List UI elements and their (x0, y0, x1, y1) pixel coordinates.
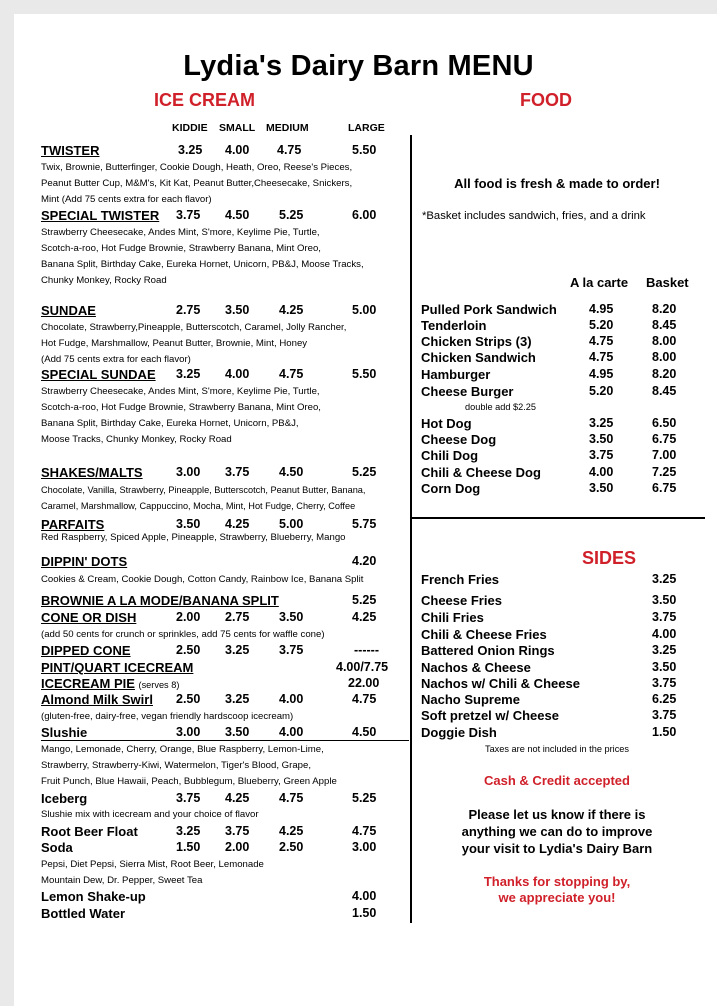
item-name: ICECREAM PIE (41, 676, 135, 691)
side-item: Soft pretzel w/ Cheese (421, 708, 559, 723)
item-desc: (gluten-free, dairy-free, vegan friendly hardscoop icecream) (41, 711, 294, 722)
side-item: Battered Onion Rings (421, 643, 555, 658)
item-desc: Mango, Lemonade, Cherry, Orange, Blue Raspberry, Lemon-Lime, (41, 744, 324, 755)
taxes-note: Taxes are not included in the prices (484, 744, 630, 754)
item-price: 6.00 (352, 208, 377, 222)
side-price: 3.25 (652, 572, 677, 586)
item-price: 4.00 (352, 889, 377, 903)
item-price: 4.00/7.75 (336, 660, 389, 674)
food-price: 3.75 (589, 448, 614, 462)
size-kiddie: KIDDIE (172, 122, 208, 134)
item-desc: Mountain Dew, Dr. Pepper, Sweet Tea (41, 875, 203, 886)
item-name: Iceberg (41, 791, 88, 806)
sides-heading: SIDES (582, 548, 637, 568)
item-price: 4.00 (279, 725, 304, 739)
item-name: PINT/QUART ICECREAM (41, 660, 194, 675)
item-name: SPECIAL TWISTER (41, 208, 160, 223)
item-price: 4.25 (225, 791, 250, 805)
side-price: 6.25 (652, 692, 677, 706)
side-item: Nacho Supreme (421, 692, 520, 707)
side-price: 1.50 (652, 725, 677, 739)
item-name: SUNDAE (41, 303, 96, 318)
payment-note: Cash & Credit accepted (484, 773, 630, 788)
item-price: 4.25 (352, 610, 377, 624)
item-name: Lemon Shake-up (41, 889, 146, 904)
item-price: 5.50 (352, 143, 377, 157)
item-price: 1.50 (352, 906, 377, 920)
item-price: 3.75 (279, 643, 304, 657)
item-price: 4.50 (225, 208, 250, 222)
size-large: LARGE (348, 122, 385, 134)
basket-price: 8.45 (652, 318, 677, 332)
item-price: 4.75 (352, 824, 377, 838)
item-desc: Pepsi, Diet Pepsi, Sierra Mist, Root Beer, Lemonade (41, 859, 264, 870)
side-price: 4.00 (652, 627, 677, 641)
slushie-rule (41, 740, 409, 741)
item-price: 3.75 (225, 824, 250, 838)
item-name: Root Beer Float (41, 824, 138, 839)
food-item: Hamburger (421, 367, 491, 382)
please-line: Please let us know if there is (468, 807, 646, 822)
item-desc: Banana Split, Birthday Cake, Eureka Hornet, Unicorn, PB&J, Moose Tracks, (41, 259, 364, 270)
side-item: Nachos & Cheese (421, 660, 531, 675)
thanks-line: Thanks for stopping by, (483, 874, 631, 889)
side-item: Chili Fries (421, 610, 484, 625)
food-price: 3.50 (589, 432, 614, 446)
food-item: Chicken Strips (3) (421, 334, 532, 349)
food-item: Pulled Pork Sandwich (421, 302, 557, 317)
food-item: Tenderloin (421, 318, 487, 333)
item-price: 5.25 (279, 208, 304, 222)
item-price: 4.25 (279, 303, 304, 317)
basket-price: 8.20 (652, 302, 677, 316)
item-price: 3.25 (176, 824, 201, 838)
item-price: 4.25 (225, 517, 250, 531)
item-price: 3.25 (225, 643, 250, 657)
item-price: 4.25 (279, 824, 304, 838)
side-price: 3.50 (652, 660, 677, 674)
side-item: Nachos w/ Chili & Cheese (421, 676, 580, 691)
item-price: 5.00 (279, 517, 304, 531)
basket-note: *Basket includes sandwich, fries, and a drink (422, 210, 646, 222)
item-price: 22.00 (348, 676, 380, 690)
item-desc: (add 50 cents for crunch or sprinkles, add 75 cents for waffle cone) (41, 629, 325, 640)
side-price: 3.50 (652, 593, 677, 607)
item-price: 5.00 (352, 303, 377, 317)
food-price: 4.75 (589, 334, 614, 348)
item-desc: Twix, Brownie, Butterfinger, Cookie Dough, Heath, Oreo, Reese's Pieces, (41, 162, 353, 173)
item-name: TWISTER (41, 143, 100, 158)
food-price: 5.20 (589, 318, 614, 332)
food-price: 4.00 (589, 465, 614, 479)
item-price: 4.00 (225, 367, 250, 381)
item-desc: Scotch-a-roo, Hot Fudge Brownie, Strawberry Banana, Mint Oreo, (41, 243, 321, 254)
item-desc: Hot Fudge, Marshmallow, Peanut Butter, Brownie, Mint, Honey (41, 338, 308, 349)
item-price: 2.50 (176, 692, 201, 706)
item-price: ------ (354, 643, 379, 657)
item-name: Soda (41, 840, 73, 855)
side-price: 3.25 (652, 643, 677, 657)
item-price: 3.00 (176, 465, 201, 479)
fresh-note: All food is fresh & made to order! (454, 176, 660, 191)
item-price: 5.75 (352, 517, 377, 531)
food-item: Hot Dog (421, 416, 472, 431)
item-desc: Caramel, Marshmallow, Cappuccino, Mocha, Mint, Hot Fudge, Cherry, Coffee (41, 501, 356, 511)
side-item: French Fries (421, 572, 500, 587)
food-price: 4.75 (589, 350, 614, 364)
basket-price: 8.00 (652, 350, 677, 364)
size-medium: MEDIUM (266, 122, 309, 134)
side-item: Chili & Cheese Fries (421, 627, 547, 642)
item-price: 3.00 (176, 725, 201, 739)
item-price: 4.00 (225, 143, 250, 157)
item-desc: Peanut Butter Cup, M&M's, Kit Kat, Peanut Butter,Cheesecake, Snickers, (41, 178, 353, 189)
side-item: Doggie Dish (421, 725, 497, 740)
side-price: 3.75 (652, 610, 677, 624)
basket-price: 6.50 (652, 416, 677, 430)
side-price: 3.75 (652, 708, 677, 722)
size-small: SMALL (219, 122, 256, 134)
column-divider (410, 135, 412, 923)
item-price: 3.25 (176, 367, 201, 381)
item-price: 2.50 (279, 840, 304, 854)
menu-title: Lydia's Dairy Barn MENU (183, 50, 534, 82)
item-desc: Strawberry, Strawberry-Kiwi, Watermelon, Tiger's Blood, Grape, (41, 760, 312, 771)
thanks-line: we appreciate you! (498, 890, 616, 905)
item-price: 3.75 (176, 791, 201, 805)
item-name: Slushie (41, 725, 88, 740)
food-item: Chili & Cheese Dog (421, 465, 541, 480)
item-desc: Cookies & Cream, Cookie Dough, Cotton Candy, Rainbow Ice, Banana Split (41, 574, 364, 585)
basket-price: 8.45 (652, 384, 677, 398)
ice-cream-heading: ICE CREAM (154, 90, 256, 110)
item-price: 4.20 (352, 554, 377, 568)
item-price: 3.00 (352, 840, 377, 854)
item-price: 5.50 (352, 367, 377, 381)
item-desc: Strawberry Cheesecake, Andes Mint, S'more, Keylime Pie, Turtle, (41, 386, 320, 397)
item-price: 5.25 (352, 791, 377, 805)
item-price: 3.75 (176, 208, 201, 222)
item-name: DIPPED CONE (41, 643, 131, 658)
item-price: 4.50 (279, 465, 304, 479)
side-item: Cheese Fries (421, 593, 502, 608)
item-price: 2.00 (176, 610, 201, 624)
item-desc: Banana Split, Birthday Cake, Eureka Hornet, Unicorn, PB&J, (41, 418, 299, 429)
item-name: DIPPIN' DOTS (41, 554, 128, 569)
basket-price: 8.00 (652, 334, 677, 348)
basket-price: 6.75 (652, 481, 677, 495)
item-price: 1.50 (176, 840, 201, 854)
item-price: 2.50 (176, 643, 201, 657)
basket-price: 7.00 (652, 448, 677, 462)
item-name: PARFAITS (41, 517, 105, 532)
please-line: your visit to Lydia's Dairy Barn (461, 841, 653, 856)
item-price: 4.75 (352, 692, 377, 706)
item-desc: Chunky Monkey, Rocky Road (41, 275, 167, 286)
item-name: BROWNIE A LA MODE/BANANA SPLIT (41, 593, 279, 608)
item-price: 2.00 (225, 840, 250, 854)
food-price: 4.95 (589, 367, 614, 381)
item-price: 2.75 (176, 303, 201, 317)
item-desc: Scotch-a-roo, Hot Fudge Brownie, Strawberry Banana, Mint Oreo, (41, 402, 321, 413)
item-price: 3.50 (225, 303, 250, 317)
item-name: SHAKES/MALTS (41, 465, 143, 480)
item-price: 3.50 (279, 610, 304, 624)
please-line: anything we can do to improve (461, 824, 653, 839)
item-price: 4.75 (279, 791, 304, 805)
item-price: 4.50 (352, 725, 377, 739)
item-name: Bottled Water (41, 906, 126, 921)
item-price: 5.25 (352, 593, 377, 607)
item-price: 3.25 (178, 143, 203, 157)
double-note: double add $2.25 (465, 402, 537, 412)
item-desc: Fruit Punch, Blue Hawaii, Peach, Bubblegum, Blueberry, Green Apple (41, 776, 337, 787)
food-price: 3.25 (589, 416, 614, 430)
item-note: (serves 8) (138, 680, 180, 690)
item-price: 4.75 (279, 367, 304, 381)
item-desc: Moose Tracks, Chunky Monkey, Rocky Road (41, 434, 232, 445)
basket-price: 6.75 (652, 432, 677, 446)
item-desc: Mint (Add 75 cents extra for each flavor) (41, 194, 212, 205)
food-heading: FOOD (520, 90, 572, 110)
basket-price: 7.25 (652, 465, 677, 479)
item-desc: Red Raspberry, Spiced Apple, Pineapple, Strawberry, Blueberry, Mango (41, 532, 346, 543)
food-item: Corn Dog (421, 481, 481, 496)
item-price: 3.75 (225, 465, 250, 479)
item-price: 5.25 (352, 465, 377, 479)
food-price: 4.95 (589, 302, 614, 316)
food-sides-divider (410, 517, 705, 519)
food-item: Chicken Sandwich (421, 350, 536, 365)
item-price: 4.75 (277, 143, 302, 157)
food-price: 3.50 (589, 481, 614, 495)
col-basket: Basket (646, 275, 689, 290)
food-price: 5.20 (589, 384, 614, 398)
item-price: 3.50 (225, 725, 250, 739)
side-price: 3.75 (652, 676, 677, 690)
food-item: Cheese Dog (421, 432, 497, 447)
item-name: SPECIAL SUNDAE (41, 367, 156, 382)
item-price: 3.25 (225, 692, 250, 706)
item-desc: Chocolate, Strawberry,Pineapple, Butterscotch, Caramel, Jolly Rancher, (41, 322, 347, 333)
item-desc: (Add 75 cents extra for each flavor) (41, 354, 191, 365)
item-name: CONE OR DISH (41, 610, 137, 625)
item-desc: Strawberry Cheesecake, Andes Mint, S'more, Keylime Pie, Turtle, (41, 227, 320, 238)
col-alacarte: A la carte (570, 275, 629, 290)
basket-price: 8.20 (652, 367, 677, 381)
item-price: 4.00 (279, 692, 304, 706)
item-price: 2.75 (225, 610, 250, 624)
item-name: Almond Milk Swirl (41, 692, 153, 707)
item-price: 3.50 (176, 517, 201, 531)
item-desc: Chocolate, Vanilla, Strawberry, Pineapple, Butterscotch, Peanut Butter, Banana, (41, 485, 366, 495)
food-item: Cheese Burger (421, 384, 514, 399)
item-desc: Slushie mix with icecream and your choice of flavor (41, 809, 259, 820)
food-item: Chili Dog (421, 448, 479, 463)
